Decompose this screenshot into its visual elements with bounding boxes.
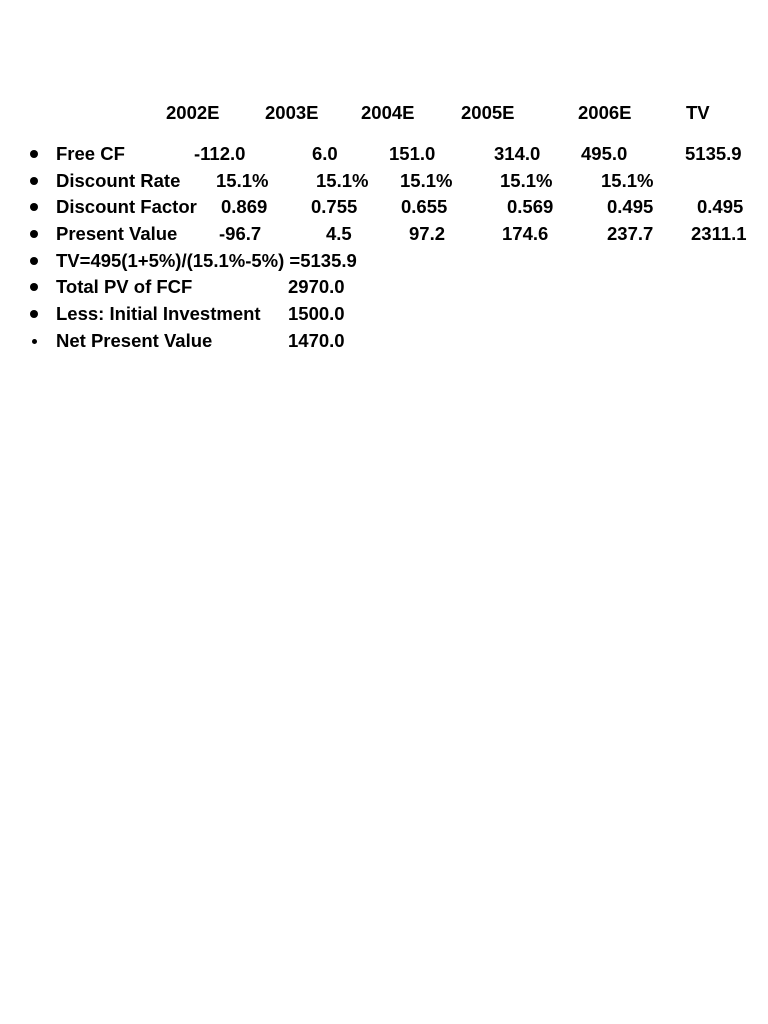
cell-discount-factor-tv: 0.495	[697, 196, 744, 217]
cell-present-value-2006e: 237.7	[607, 223, 654, 244]
row-label-present-value: Present Value	[56, 223, 178, 244]
header-year-2003e: 2003E	[265, 102, 319, 123]
summary-value-initial-investment: 1500.0	[288, 303, 345, 324]
header-year-2005e: 2005E	[461, 102, 515, 123]
cell-free-cf-tv: 5135.9	[685, 143, 742, 164]
summary-label-total-pv: Total PV of FCF	[56, 276, 193, 297]
summary-value-total-pv: 2970.0	[288, 276, 345, 297]
bullet-icon	[30, 177, 38, 185]
bullet-icon	[30, 310, 38, 318]
cell-free-cf-2005e: 314.0	[494, 143, 541, 164]
bullet-icon	[30, 150, 38, 158]
cell-free-cf-2004e: 151.0	[389, 143, 436, 164]
cell-discount-factor-2002e: 0.869	[221, 196, 268, 217]
cell-discount-rate-2004e: 15.1%	[400, 170, 453, 191]
summary-value-net-present-value: 1470.0	[288, 330, 345, 351]
bullet-icon	[30, 230, 38, 238]
bullet-icon	[30, 257, 38, 265]
cell-free-cf-2003e: 6.0	[312, 143, 338, 164]
cell-discount-factor-2003e: 0.755	[311, 196, 358, 217]
row-label-discount-rate: Discount Rate	[56, 170, 181, 191]
cell-discount-factor-2004e: 0.655	[401, 196, 448, 217]
cell-present-value-2002e: -96.7	[219, 223, 262, 244]
cell-discount-factor-2005e: 0.569	[507, 196, 554, 217]
row-label-discount-factor: Discount Factor	[56, 196, 197, 217]
bullet-icon	[32, 339, 37, 344]
cell-free-cf-2006e: 495.0	[581, 143, 628, 164]
cell-present-value-2004e: 97.2	[409, 223, 446, 244]
cell-discount-rate-2002e: 15.1%	[216, 170, 269, 191]
cell-present-value-2005e: 174.6	[502, 223, 549, 244]
cell-present-value-2003e: 4.5	[326, 223, 352, 244]
header-year-2006e: 2006E	[578, 102, 632, 123]
cell-discount-factor-2006e: 0.495	[607, 196, 654, 217]
row-label-free-cf: Free CF	[56, 143, 125, 164]
cell-present-value-tv: 2311.1	[691, 223, 747, 244]
header-year-2004e: 2004E	[361, 102, 415, 123]
bullet-icon	[30, 203, 38, 211]
cell-discount-rate-2006e: 15.1%	[601, 170, 654, 191]
cell-free-cf-2002e: -112.0	[194, 143, 246, 164]
cell-discount-rate-2003e: 15.1%	[316, 170, 369, 191]
summary-label-net-present-value: Net Present Value	[56, 330, 213, 351]
summary-label-initial-investment: Less: Initial Investment	[56, 303, 261, 324]
header-year-tv: TV	[686, 102, 710, 123]
header-year-2002e: 2002E	[166, 102, 220, 123]
cell-discount-rate-2005e: 15.1%	[500, 170, 553, 191]
tv-formula: TV=495(1+5%)/(15.1%-5%) =5135.9	[56, 250, 357, 271]
bullet-icon	[30, 283, 38, 291]
